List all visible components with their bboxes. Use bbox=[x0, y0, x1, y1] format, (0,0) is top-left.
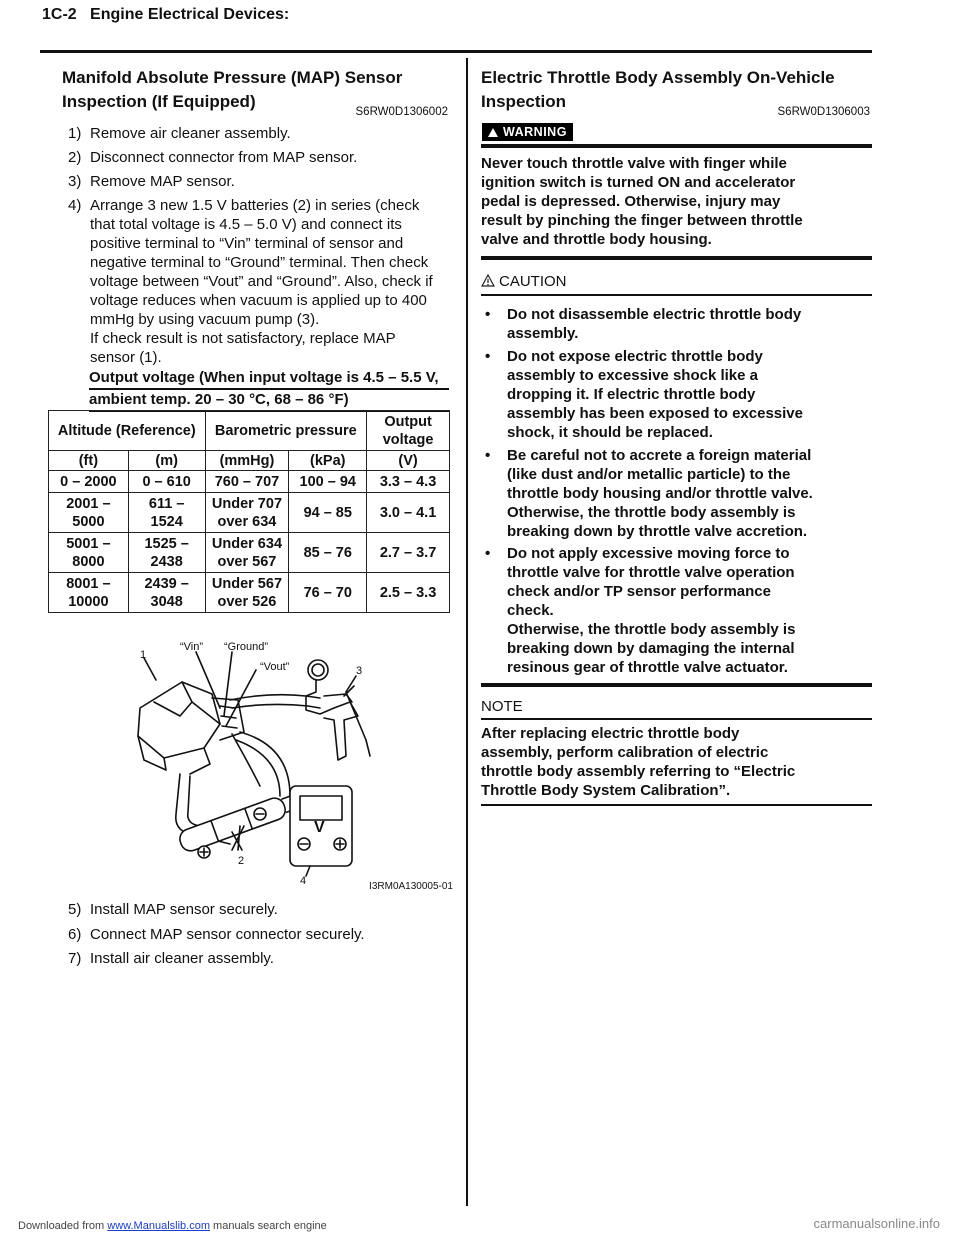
step-line: positive terminal to “Vin” terminal of sensor and bbox=[90, 235, 404, 252]
table-cell: 94 – 85 bbox=[289, 493, 367, 533]
unit-cell: (m) bbox=[128, 451, 205, 471]
caution-list bbox=[485, 305, 871, 675]
map-sensor-figure bbox=[120, 636, 455, 894]
table-row bbox=[49, 493, 450, 533]
unit-cell: (mmHg) bbox=[205, 451, 289, 471]
list-line: dropping it. If electric throttle body bbox=[507, 386, 756, 403]
list-line: throttle body housing and/or throttle valve. bbox=[507, 485, 813, 502]
label-v: V bbox=[314, 819, 325, 836]
step-line: If check result is not satisfactory, replace MAP bbox=[90, 330, 396, 347]
footer-suffix: manuals search engine bbox=[209, 1220, 327, 1232]
list-line: throttle valve for throttle valve operation bbox=[507, 564, 795, 581]
list-line: assembly to excessive shock like a bbox=[507, 367, 758, 384]
label-vout: “Vout” bbox=[260, 661, 290, 673]
page-id: 1C-2 bbox=[42, 6, 77, 23]
warning-label: WARNING bbox=[503, 125, 567, 139]
step-line: sensor (1). bbox=[90, 349, 162, 366]
table-cell: 2.5 – 3.3 bbox=[367, 573, 450, 613]
step-text-block bbox=[90, 196, 433, 367]
section-title-line-2: Inspection (If Equipped) bbox=[62, 92, 256, 111]
warning-line: valve and throttle body housing. bbox=[481, 231, 712, 248]
section-title-line-2: Inspection bbox=[481, 92, 567, 111]
table-cell: 760 – 707 bbox=[205, 471, 289, 493]
table-cell: 611 – 1524 bbox=[128, 493, 205, 533]
list-item-text bbox=[507, 347, 803, 442]
table-cell: 85 – 76 bbox=[289, 533, 367, 573]
unit-cell: (kPa) bbox=[289, 451, 367, 471]
warning-top-rule bbox=[481, 144, 872, 148]
list-line: assembly. bbox=[507, 325, 579, 342]
section-title-line-1: Electric Throttle Body Assembly On-Vehicle bbox=[481, 68, 835, 87]
header-rule bbox=[40, 50, 872, 53]
table-cell: 3.0 – 4.1 bbox=[367, 493, 450, 533]
table-row bbox=[49, 471, 450, 493]
step-number: 2) bbox=[68, 149, 82, 166]
label-2: 2 bbox=[238, 855, 245, 867]
list-item-text bbox=[507, 446, 813, 541]
table-cell: 2439 – 3048 bbox=[128, 573, 205, 613]
step-text: Install air cleaner assembly. bbox=[90, 950, 274, 967]
warning-line: result by pinching the finger between throttle bbox=[481, 212, 803, 229]
note-bottom-rule bbox=[481, 804, 872, 806]
manualslib-link[interactable]: www.Manualslib.com bbox=[107, 1220, 210, 1232]
step-number: 1) bbox=[68, 125, 82, 142]
unit-cell: (V) bbox=[367, 451, 450, 471]
list-line: breaking down by throttle valve accretion. bbox=[507, 523, 808, 540]
note-line: assembly, perform calibration of electric bbox=[481, 744, 769, 761]
step-line: that total voltage is 4.5 – 5.0 V) and connect its bbox=[90, 216, 402, 233]
warning-line: ignition switch is turned ON and accelerator bbox=[481, 174, 796, 191]
list-line: Otherwise, the throttle body assembly is bbox=[507, 504, 796, 521]
table-header-row bbox=[49, 411, 450, 451]
table-cell: 5001 – 8000 bbox=[49, 533, 129, 573]
step-number: 6) bbox=[68, 926, 82, 943]
unit-cell: (ft) bbox=[49, 451, 129, 471]
table-unit-row bbox=[49, 451, 450, 471]
list-line: Otherwise, the throttle body assembly is bbox=[507, 621, 796, 638]
step-text: Remove MAP sensor. bbox=[90, 173, 235, 190]
figure-code: I3RM0A130005-01 bbox=[369, 881, 453, 892]
step-number: 3) bbox=[68, 173, 82, 190]
caution-bottom-rule bbox=[481, 683, 872, 687]
table-caption bbox=[89, 368, 449, 412]
table-caption-line-2: ambient temp. 20 – 30 °C, 68 – 86 °F) bbox=[89, 390, 449, 412]
table-row bbox=[49, 533, 450, 573]
section-title-line-1: Manifold Absolute Pressure (MAP) Sensor bbox=[62, 68, 403, 87]
table-cell: 8001 – 10000 bbox=[49, 573, 129, 613]
warning-line: pedal is depressed. Otherwise, injury may bbox=[481, 193, 781, 210]
list-line: resinous gear of throttle valve actuator. bbox=[507, 659, 788, 676]
label-3: 3 bbox=[356, 665, 363, 677]
table-cell: 0 – 610 bbox=[128, 471, 205, 493]
list-line: shock, it should be replaced. bbox=[507, 424, 713, 441]
list-line: Do not apply excessive moving force to bbox=[507, 545, 790, 562]
caution-rule bbox=[481, 294, 872, 296]
caution-label: CAUTION bbox=[499, 273, 567, 290]
warning-text bbox=[481, 154, 871, 249]
table-row bbox=[49, 573, 450, 613]
table-cell: 76 – 70 bbox=[289, 573, 367, 613]
caution-icon bbox=[481, 274, 495, 287]
bullet-icon: • bbox=[485, 447, 491, 464]
table-cell: 100 – 94 bbox=[289, 471, 367, 493]
warning-icon bbox=[488, 128, 498, 137]
note-text bbox=[481, 724, 871, 800]
step-text: Connect MAP sensor connector securely. bbox=[90, 926, 365, 943]
table-cell: 1525 – 2438 bbox=[128, 533, 205, 573]
site-watermark: carmanualsonline.info bbox=[813, 1216, 940, 1231]
warning-line: Never touch throttle valve with finger while bbox=[481, 155, 787, 172]
list-line: Be careful not to accrete a foreign material bbox=[507, 447, 812, 464]
warning-bottom-rule bbox=[481, 256, 872, 260]
label-vin: “Vin” bbox=[180, 641, 204, 653]
table-cell: Under 567 over 526 bbox=[205, 573, 289, 613]
list-item-text bbox=[507, 305, 801, 343]
bullet-icon: • bbox=[485, 306, 491, 323]
step-line: mmHg by using vacuum pump (3). bbox=[90, 311, 320, 328]
note-line: Throttle Body System Calibration”. bbox=[481, 782, 731, 799]
table-cell: 2.7 – 3.7 bbox=[367, 533, 450, 573]
header-altitude: Altitude (Reference) bbox=[49, 411, 206, 451]
label-4: 4 bbox=[300, 875, 307, 887]
note-line: throttle body assembly referring to “Electric bbox=[481, 763, 796, 780]
list-line: check. bbox=[507, 602, 554, 619]
list-line: Do not expose electric throttle body bbox=[507, 348, 763, 365]
step-line: voltage reduces when vacuum is applied up to 400 bbox=[90, 292, 427, 309]
note-rule bbox=[481, 718, 872, 720]
step-line: Arrange 3 new 1.5 V batteries (2) in series (check bbox=[90, 197, 420, 214]
step-line: voltage between “Vout” and “Ground”. Also, check if bbox=[90, 273, 433, 290]
table-caption-line-1: Output voltage (When input voltage is 4.5 – 5.5 V, bbox=[89, 368, 449, 390]
section-code: S6RW0D1306002 bbox=[355, 106, 448, 118]
step-text: Disconnect connector from MAP sensor. bbox=[90, 149, 358, 166]
list-line: (like dust and/or metallic particle) to the bbox=[507, 466, 791, 483]
list-line: breaking down by damaging the internal bbox=[507, 640, 795, 657]
list-line: Do not disassemble electric throttle body bbox=[507, 306, 802, 323]
output-voltage-table bbox=[48, 410, 450, 613]
page-header bbox=[42, 6, 289, 24]
section-code: S6RW0D1306003 bbox=[777, 106, 870, 118]
warning-badge bbox=[482, 123, 573, 141]
list-item-text bbox=[507, 544, 795, 677]
step-number: 7) bbox=[68, 950, 82, 967]
header-output: Output voltage bbox=[367, 411, 450, 451]
caution-heading bbox=[481, 272, 567, 292]
label-1: 1 bbox=[140, 649, 147, 661]
list-line: assembly has been exposed to excessive bbox=[507, 405, 803, 422]
footer-prefix: Downloaded from bbox=[18, 1220, 108, 1232]
chapter-title: Engine Electrical Devices: bbox=[90, 6, 290, 23]
step-text: Remove air cleaner assembly. bbox=[90, 125, 291, 142]
table-cell: Under 634 over 567 bbox=[205, 533, 289, 573]
column-divider bbox=[466, 58, 468, 1206]
list-line: check and/or TP sensor performance bbox=[507, 583, 771, 600]
step-number: 5) bbox=[68, 901, 82, 918]
step-text: Install MAP sensor securely. bbox=[90, 901, 278, 918]
bullet-icon: • bbox=[485, 348, 491, 365]
wiring-diagram-illustration bbox=[120, 636, 455, 894]
table-cell: 2001 – 5000 bbox=[49, 493, 129, 533]
table-cell: 0 – 2000 bbox=[49, 471, 129, 493]
table-cell: 3.3 – 4.3 bbox=[367, 471, 450, 493]
step-line: negative terminal to “Ground” terminal. Then check bbox=[90, 254, 429, 271]
download-footer bbox=[18, 1220, 327, 1232]
bullet-icon: • bbox=[485, 545, 491, 562]
note-label: NOTE bbox=[481, 698, 523, 715]
header-pressure: Barometric pressure bbox=[205, 411, 367, 451]
step-number: 4) bbox=[68, 197, 82, 214]
label-ground: “Ground” bbox=[224, 641, 269, 653]
note-line: After replacing electric throttle body bbox=[481, 725, 740, 742]
table-cell: Under 707 over 634 bbox=[205, 493, 289, 533]
